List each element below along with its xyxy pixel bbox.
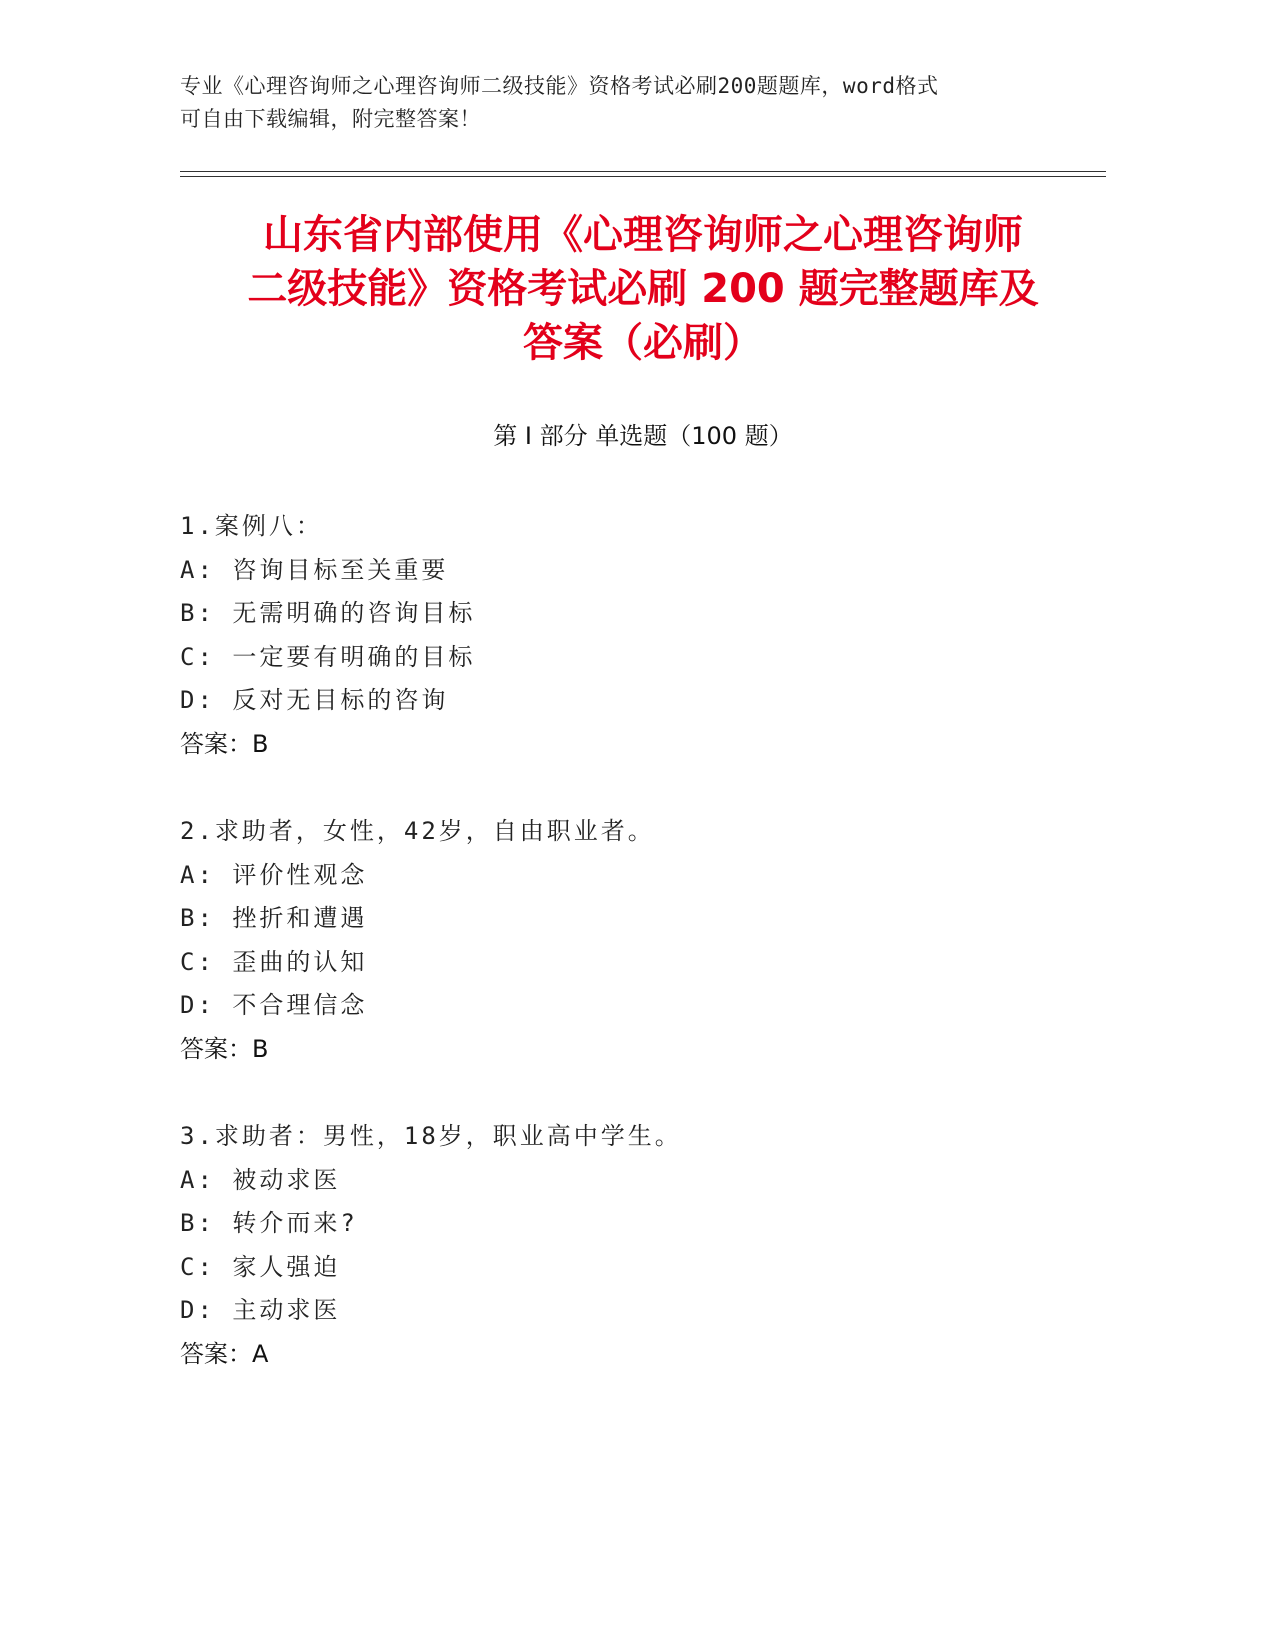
option-a: A: 被动求医 xyxy=(180,1165,341,1194)
option-a: A: 咨询目标至关重要 xyxy=(180,555,449,584)
answer: 答案：B xyxy=(180,729,269,758)
header-note-line-1: 专业《心理咨询师之心理咨询师二级技能》资格考试必刷200题题库，word格式 xyxy=(180,74,939,98)
answer: 答案：A xyxy=(180,1339,269,1368)
option-c: C: 歪曲的认知 xyxy=(180,947,368,976)
question-2 xyxy=(180,810,1080,1071)
question-stem: 1.案例八： xyxy=(180,512,323,540)
option-a: A: 评价性观念 xyxy=(180,860,368,889)
document-title xyxy=(180,208,1106,370)
header-divider-top xyxy=(180,171,1106,172)
title-line-3: 答案（必刷） xyxy=(523,320,763,366)
question-1 xyxy=(180,505,1080,766)
question-3 xyxy=(180,1115,1080,1376)
answer: 答案：B xyxy=(180,1034,269,1063)
question-stem: 3.求助者：男性，18岁，职业高中学生。 xyxy=(180,1122,682,1150)
option-d: D: 反对无目标的咨询 xyxy=(180,686,449,714)
section-title: 第 I 部分 单选题（100 题） xyxy=(493,422,793,450)
title-line-2: 二级技能》资格考试必刷 200 题完整题库及 xyxy=(247,266,1039,312)
option-d: D: 不合理信念 xyxy=(180,991,368,1019)
question-stem: 2.求助者，女性，42岁，自由职业者。 xyxy=(180,817,655,845)
option-c: C: 一定要有明确的目标 xyxy=(180,642,476,671)
option-d: D: 主动求医 xyxy=(180,1296,341,1324)
title-line-1: 山东省内部使用《心理咨询师之心理咨询师 xyxy=(263,212,1023,258)
header-note-line-2: 可自由下载编辑，附完整答案！ xyxy=(180,107,481,131)
option-b: B: 转介而来? xyxy=(180,1209,358,1237)
option-c: C: 家人强迫 xyxy=(180,1252,341,1281)
header-note xyxy=(180,70,1040,136)
option-b: B: 无需明确的咨询目标 xyxy=(180,599,476,627)
header-divider-bottom xyxy=(180,176,1106,177)
option-b: B: 挫折和遭遇 xyxy=(180,904,368,932)
